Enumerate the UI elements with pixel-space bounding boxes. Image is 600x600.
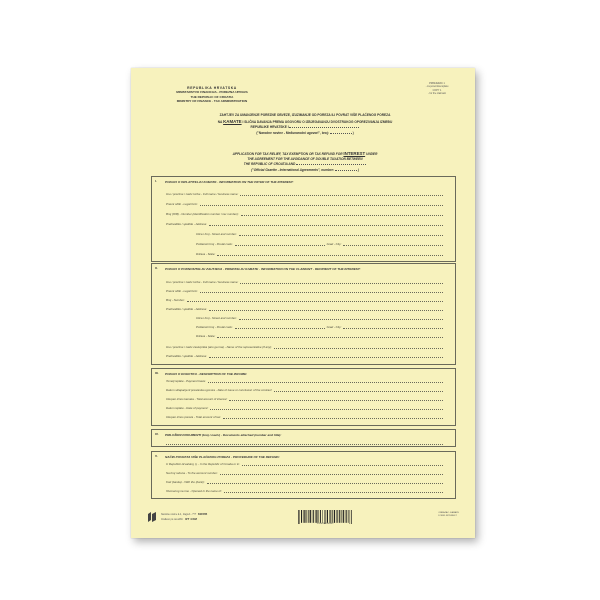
- country-name: REPUBLIKA HRVATSKA: [187, 86, 237, 90]
- tax-form-sheet: [131, 68, 475, 538]
- section-title: PODACI O DOHOTKU - DESCRIPTION OF THE INCOME:: [165, 372, 248, 376]
- payer-postal-city-field[interactable]: [196, 241, 443, 246]
- issuer-header: [147, 86, 277, 105]
- form-title-en: [171, 151, 439, 174]
- section-income: [151, 368, 456, 426]
- title-hr-keyword: KAMATE: [223, 119, 242, 125]
- field-label: Pravni oblik - Legal form:: [166, 201, 198, 206]
- form-footer: [147, 510, 459, 526]
- country-fill-line-hr[interactable]: [289, 127, 359, 128]
- representative-address-field[interactable]: [166, 353, 443, 358]
- fill-line[interactable]: [240, 280, 443, 284]
- payer-address-field[interactable]: [166, 221, 443, 226]
- publisher-code: 811565: [198, 512, 208, 516]
- title-en-post: UNDER: [366, 152, 378, 156]
- fill-line[interactable]: [220, 471, 443, 475]
- ministry-name-en: MINISTRY OF FINANCE - TAX ADMINISTRATION: [176, 99, 248, 104]
- fill-line[interactable]: [239, 232, 443, 236]
- title-en-gazette-end: ): [357, 167, 359, 172]
- title-en-republic: THE REPUBLIC OF CROATIA AND: [243, 162, 296, 167]
- fill-line[interactable]: [224, 489, 443, 493]
- field-label: Pravni oblik - Legal form:: [166, 288, 198, 293]
- field-label: Ime i prezime / naziv zastupnika (ako ga ima) - Name of the representative (if any):: [166, 344, 272, 349]
- fill-line[interactable]: [240, 192, 443, 196]
- fill-line[interactable]: [343, 242, 443, 246]
- field-label: Ukupan iznos kamata - Total amount of interest:: [166, 396, 228, 401]
- field-label: Datum isplate - Date of payment:: [166, 405, 209, 410]
- payer-legal-form-field[interactable]: [166, 201, 443, 206]
- section-number: II.: [155, 266, 158, 270]
- fill-line[interactable]: [235, 242, 325, 246]
- section-title: PODACI O PODNOSITELJU ZAHTJEVA - PRIMATELJU KAMATE - INFORMATION ON THE CLAIMANT - RECIPIENT OF THE INTEREST:: [165, 267, 361, 271]
- income-total-tax-field[interactable]: [166, 414, 443, 419]
- field-label: Ime i prezime / naziv tvrtke - Full name / business name:: [166, 279, 239, 284]
- gazette-fill-line-hr[interactable]: [330, 130, 354, 135]
- title-hr-gazette-end: ): [352, 130, 354, 135]
- field-label: Broj (OIB) - Number (identification number / tax number):: [166, 211, 239, 216]
- copy-label-en: COPY 1: [432, 88, 442, 92]
- title-en-gazette-line: [171, 169, 439, 173]
- field-label: Kod (banka) - With the (bank):: [166, 479, 205, 484]
- copy-note-en: - for the claimant: [428, 92, 446, 96]
- publisher-note: Izrađeno po narudžbi:: [161, 519, 184, 522]
- fill-line[interactable]: [209, 307, 443, 311]
- income-payment-date-field[interactable]: [166, 405, 443, 410]
- form-type-hr: OBRAZAC: KAMATE: [438, 512, 459, 514]
- field-label: Datum sklapanja ili prestanka ugovora - Date of issue or conclusion of the contract:: [166, 387, 273, 392]
- section-title: NAČIN POVRATA VIŠE PLAĆENOG POREZA - PROCEDURE OF THE REFUND:: [165, 455, 280, 459]
- fill-line[interactable]: [207, 480, 443, 484]
- country-fill-line-en[interactable]: [296, 164, 366, 165]
- copy-id: PRIMJERAK 1: [429, 82, 445, 85]
- representative-name-field[interactable]: [166, 344, 443, 349]
- payer-street-field[interactable]: [196, 231, 443, 236]
- field-label: Broj - Number:: [166, 297, 185, 302]
- field-label: Država - State:: [196, 251, 216, 256]
- title-hr-republic: REPUBLIKE HRVATSKE I: [250, 125, 289, 130]
- form-type-en: FORM: INTEREST: [438, 515, 457, 518]
- section-claimant: [151, 263, 456, 365]
- fill-line[interactable]: [223, 415, 443, 419]
- field-label: Prebivalište / sjedište - Address:: [166, 221, 208, 226]
- claimant-postal-city-field[interactable]: [196, 324, 443, 329]
- title-hr-gazette: ("Narodne novine - Međunarodni ugovori", broj:: [256, 130, 329, 135]
- fill-line[interactable]: [200, 289, 443, 293]
- section-number: I.: [155, 179, 157, 183]
- title-en-gazette: ("Official Gazette - International Agreements", number:: [251, 167, 335, 172]
- section-refund: [151, 451, 456, 499]
- section-number: III.: [155, 371, 159, 375]
- section-title: PRILOŽENI DOKUMENTI (broj i naziv) - Documents attached (number and title):: [165, 433, 282, 437]
- title-en-pre: APPLICATION FOR TAX RELIEF, TAX EXEMPTION OR TAX REFUND FOR: [232, 152, 343, 156]
- field-label: Država - State:: [196, 333, 216, 338]
- title-hr-line2: [171, 119, 439, 125]
- fill-line[interactable]: [210, 406, 443, 410]
- section-number: IV.: [155, 432, 159, 436]
- payer-number-field[interactable]: [166, 211, 443, 216]
- title-hr-gazette-line: [171, 132, 439, 136]
- fill-line[interactable]: [208, 379, 443, 383]
- field-label: Prebivalište / sjedište - Address:: [166, 353, 208, 358]
- field-label: Poštanski broj - Postal code:: [196, 324, 233, 329]
- section-number: V.: [155, 454, 158, 458]
- gazette-fill-line-en[interactable]: [335, 167, 359, 172]
- barcode-number: 3 850117 566362: [316, 523, 334, 525]
- fill-line[interactable]: [217, 334, 443, 338]
- refund-croatia-field[interactable]: [166, 461, 443, 466]
- form-code: IZT 4 KM: [185, 517, 197, 522]
- fill-line[interactable]: [274, 345, 443, 349]
- claimant-state-field[interactable]: [196, 333, 443, 338]
- fill-line[interactable]: [217, 252, 443, 256]
- payer-state-field[interactable]: [196, 251, 443, 256]
- copy-label: [415, 83, 459, 97]
- fill-line[interactable]: [209, 222, 443, 226]
- title-en-line1: [171, 151, 439, 157]
- title-hr-line1: ZAHTJEV ZA UMANJENJE POREZNE OBVEZE, IZUZIMANJE OD POREZA ILI POVRAT VIŠE PLAĆENOG POREZA: [219, 113, 391, 117]
- publisher-info: [161, 512, 207, 523]
- section-documents: [151, 429, 456, 447]
- field-label: Ulica i broj - Street and number:: [196, 315, 237, 320]
- income-contract-date-field[interactable]: [166, 387, 443, 392]
- fill-line[interactable]: [235, 325, 325, 329]
- field-label: Prebivalište / sjedište - Address:: [166, 306, 208, 311]
- fill-line[interactable]: [241, 212, 443, 216]
- fill-line[interactable]: [274, 388, 443, 392]
- field-label: U Republici Hrvatskoj, tj. - In the Republic of Croatia or in:: [166, 461, 240, 466]
- title-hr-pre: NA: [217, 120, 223, 125]
- section-payer: [151, 176, 456, 262]
- fill-line[interactable]: [166, 441, 443, 445]
- fill-line[interactable]: [229, 397, 443, 401]
- field-label: Ime i prezime / naziv tvrtke - Full name / business name:: [166, 191, 239, 196]
- income-total-interest-field[interactable]: [166, 396, 443, 401]
- title-en-line2: THE AGREEMENT FOR THE AVOIDANCE OF DOUBLE TAXATION BETWEEN: [247, 157, 363, 162]
- claimant-legal-form-field[interactable]: [166, 288, 443, 293]
- refund-bank-field[interactable]: [166, 479, 443, 484]
- copy-id-note: - za poreznika isplatu: [425, 85, 449, 89]
- field-label: Na broj računa - To the account number:: [166, 470, 218, 475]
- refund-account-field[interactable]: [166, 470, 443, 475]
- field-label: Otvorenog na ime - Opened in the name of:: [166, 488, 222, 493]
- claimant-street-field[interactable]: [196, 315, 443, 320]
- publisher-logo-icon: [147, 511, 157, 523]
- income-basis-field[interactable]: [166, 378, 443, 383]
- publisher-name: Narodne novine d.d., Zagreb - ???: [161, 514, 197, 516]
- claimant-address-field[interactable]: [166, 306, 443, 311]
- claimant-name-field[interactable]: [166, 279, 443, 284]
- field-label: Grad - City:: [326, 324, 342, 329]
- field-label: Poštanski broj - Postal code:: [196, 241, 233, 246]
- title-en-keyword: INTEREST: [343, 151, 366, 156]
- refund-account-holder-field[interactable]: [166, 488, 443, 493]
- title-hr-post: I SLIČNA DAVANJA PREMA UGOVORU O IZBJEGAVANJU DVOSTRUKOG OPOREZIVANJA IZMEĐU: [242, 120, 393, 125]
- fill-line[interactable]: [187, 298, 443, 302]
- form-type: [438, 512, 459, 519]
- barcode-icon: [297, 510, 353, 524]
- fill-line[interactable]: [242, 462, 443, 466]
- field-label: Grad - City:: [326, 241, 342, 246]
- ministry-name-hr: MINISTARSTVO FINANCIJA - POREZNA UPRAVA: [176, 90, 248, 95]
- form-title-hr: [171, 114, 439, 137]
- payer-name-field[interactable]: [166, 191, 443, 196]
- fill-line[interactable]: [209, 354, 443, 358]
- field-label: Ukupan iznos poreza - Total amount of tax:: [166, 414, 222, 419]
- documents-field[interactable]: [166, 440, 443, 445]
- fill-line[interactable]: [239, 316, 443, 320]
- field-label: Ulica i broj - Street and number:: [196, 231, 237, 236]
- claimant-number-field[interactable]: [166, 297, 443, 302]
- country-name-en: THE REPUBLIC OF CROATIA: [190, 94, 234, 99]
- section-title: PODACI O ISPLATITELJU KAMATE - INFORMATION ON THE PAYER OF THE INTEREST:: [165, 180, 294, 184]
- field-label: Temelj isplate - Payment basis:: [166, 378, 206, 383]
- fill-line[interactable]: [200, 202, 443, 206]
- fill-line[interactable]: [343, 325, 443, 329]
